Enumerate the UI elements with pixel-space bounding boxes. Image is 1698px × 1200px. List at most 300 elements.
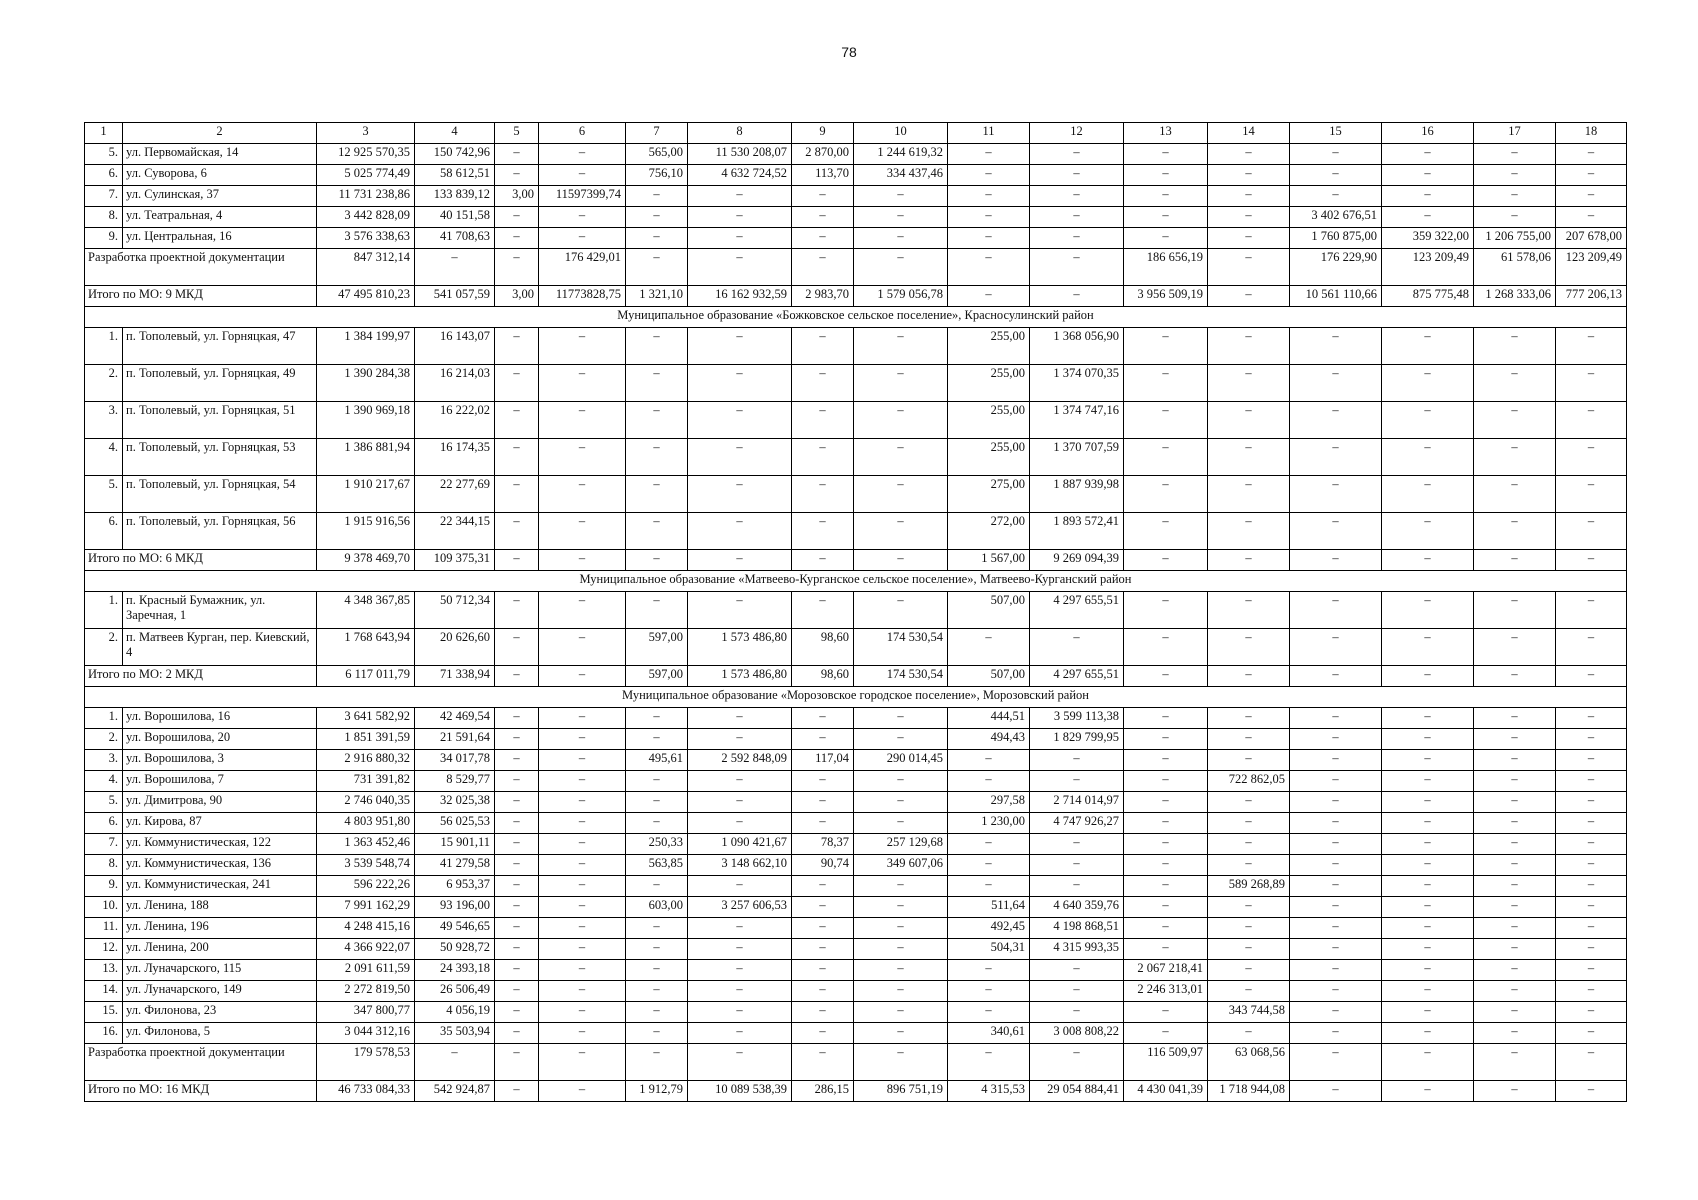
value-cell: –	[539, 165, 626, 186]
value-cell: 6 953,37	[415, 876, 495, 897]
value-cell: 41 708,63	[415, 228, 495, 249]
value-cell: –	[1382, 1044, 1474, 1081]
value-cell: –	[1382, 476, 1474, 513]
address-cell: п. Тополевый, ул. Горняцкая, 54	[123, 476, 317, 513]
value-cell: 49 546,65	[415, 918, 495, 939]
table-row	[85, 960, 1627, 981]
value-cell: –	[1208, 813, 1290, 834]
value-cell: –	[688, 550, 792, 571]
value-cell: –	[1208, 1023, 1290, 1044]
value-cell: –	[1124, 876, 1208, 897]
value-cell: –	[1556, 771, 1627, 792]
value-cell: –	[792, 186, 854, 207]
value-cell: –	[1474, 402, 1556, 439]
header-cell: 17	[1474, 123, 1556, 144]
row-number: 7.	[85, 834, 123, 855]
value-cell: –	[948, 186, 1030, 207]
address-cell: п. Тополевый, ул. Горняцкая, 49	[123, 365, 317, 402]
value-cell: –	[1208, 960, 1290, 981]
value-cell: –	[1382, 771, 1474, 792]
value-cell: –	[1290, 1044, 1382, 1081]
value-cell: –	[1382, 165, 1474, 186]
row-number: 12.	[85, 939, 123, 960]
address-cell: ул. Филонова, 5	[123, 1023, 317, 1044]
value-cell: –	[1290, 981, 1382, 1002]
value-cell: 272,00	[948, 513, 1030, 550]
value-cell: 1 390 969,18	[317, 402, 415, 439]
value-cell: –	[495, 855, 539, 876]
value-cell: –	[854, 897, 948, 918]
value-cell: –	[854, 729, 948, 750]
table-row	[85, 708, 1627, 729]
value-cell: 777 206,13	[1556, 286, 1627, 307]
value-cell: –	[854, 1023, 948, 1044]
value-cell: –	[1124, 939, 1208, 960]
table-row	[85, 939, 1627, 960]
value-cell: 3 257 606,53	[688, 897, 792, 918]
value-cell: –	[495, 629, 539, 666]
value-cell: –	[495, 328, 539, 365]
value-cell: 4 430 041,39	[1124, 1081, 1208, 1102]
value-cell: 722 862,05	[1208, 771, 1290, 792]
value-cell: –	[1208, 708, 1290, 729]
value-cell: 1 893 572,41	[1030, 513, 1124, 550]
value-cell: 10 089 538,39	[688, 1081, 792, 1102]
row-number: 5.	[85, 476, 123, 513]
value-cell: –	[1382, 960, 1474, 981]
value-cell: –	[1556, 813, 1627, 834]
value-cell: –	[539, 328, 626, 365]
address-cell: п. Тополевый, ул. Горняцкая, 53	[123, 439, 317, 476]
value-cell: –	[1124, 439, 1208, 476]
value-cell: –	[854, 792, 948, 813]
value-cell: 1 230,00	[948, 813, 1030, 834]
value-cell: –	[539, 402, 626, 439]
value-cell: 2 746 040,35	[317, 792, 415, 813]
value-cell: –	[1290, 550, 1382, 571]
value-cell: –	[688, 1023, 792, 1044]
value-cell: 16 143,07	[415, 328, 495, 365]
table-row	[85, 876, 1627, 897]
value-cell: –	[495, 771, 539, 792]
value-cell: –	[854, 1044, 948, 1081]
value-cell: 1 244 619,32	[854, 144, 948, 165]
value-cell: –	[1290, 144, 1382, 165]
value-cell: –	[539, 365, 626, 402]
row-number: 15.	[85, 1002, 123, 1023]
address-cell: п. Тополевый, ул. Горняцкая, 56	[123, 513, 317, 550]
value-cell: 50 928,72	[415, 939, 495, 960]
value-cell: –	[626, 207, 688, 228]
value-cell: 1 206 755,00	[1474, 228, 1556, 249]
value-cell: 589 268,89	[1208, 876, 1290, 897]
value-cell: –	[626, 1044, 688, 1081]
row-number: 3.	[85, 750, 123, 771]
page-number: 78	[841, 44, 857, 60]
value-cell: –	[792, 328, 854, 365]
row-number: 5.	[85, 144, 123, 165]
value-cell: 16 214,03	[415, 365, 495, 402]
row-number: 2.	[85, 365, 123, 402]
value-cell: –	[1382, 1023, 1474, 1044]
value-cell: –	[948, 876, 1030, 897]
value-cell: –	[626, 1002, 688, 1023]
value-cell: –	[854, 439, 948, 476]
header-cell: 9	[792, 123, 854, 144]
value-cell: –	[1474, 144, 1556, 165]
value-cell: 16 162 932,59	[688, 286, 792, 307]
value-cell: –	[854, 1002, 948, 1023]
value-cell: –	[1124, 207, 1208, 228]
value-cell: –	[1556, 186, 1627, 207]
value-cell: 15 901,11	[415, 834, 495, 855]
address-cell: п. Тополевый, ул. Горняцкая, 51	[123, 402, 317, 439]
value-cell: 11773828,75	[539, 286, 626, 307]
value-cell: 444,51	[948, 708, 1030, 729]
section-title: Муниципальное образование «Божковское сельское поселение», Красносулинский район	[85, 307, 1627, 328]
value-cell: –	[626, 792, 688, 813]
value-cell: –	[539, 439, 626, 476]
value-cell: 98,60	[792, 666, 854, 687]
value-cell: 2 916 880,32	[317, 750, 415, 771]
value-cell: –	[539, 981, 626, 1002]
section-row	[85, 571, 1627, 592]
value-cell: –	[1382, 1081, 1474, 1102]
table-row	[85, 981, 1627, 1002]
value-cell: –	[539, 813, 626, 834]
value-cell: –	[1382, 813, 1474, 834]
value-cell: –	[495, 708, 539, 729]
value-cell: 47 495 810,23	[317, 286, 415, 307]
value-cell: –	[1208, 939, 1290, 960]
value-cell: –	[1290, 1002, 1382, 1023]
value-cell: –	[1382, 439, 1474, 476]
table-row	[85, 402, 1627, 439]
value-cell: –	[1124, 365, 1208, 402]
value-cell: –	[1556, 328, 1627, 365]
value-cell: 113,70	[792, 165, 854, 186]
value-cell: 4 315,53	[948, 1081, 1030, 1102]
address-cell: п. Красный Бумажник, ул. Заречная, 1	[123, 592, 317, 629]
value-cell: –	[539, 918, 626, 939]
value-cell: 29 054 884,41	[1030, 1081, 1124, 1102]
value-cell: 116 509,97	[1124, 1044, 1208, 1081]
value-cell: –	[1474, 708, 1556, 729]
value-cell: –	[539, 666, 626, 687]
value-cell: 7 991 162,29	[317, 897, 415, 918]
value-cell: –	[1290, 629, 1382, 666]
value-cell: –	[1556, 1002, 1627, 1023]
address-cell: ул. Театральная, 4	[123, 207, 317, 228]
value-cell: –	[539, 897, 626, 918]
value-cell: 3 539 548,74	[317, 855, 415, 876]
value-cell: –	[792, 249, 854, 286]
value-cell: –	[1290, 165, 1382, 186]
value-cell: –	[626, 729, 688, 750]
value-cell: –	[1124, 918, 1208, 939]
value-cell: –	[415, 249, 495, 286]
value-cell: 3 442 828,09	[317, 207, 415, 228]
value-cell: –	[626, 771, 688, 792]
value-cell: –	[1556, 876, 1627, 897]
value-cell: –	[1474, 960, 1556, 981]
value-cell: –	[1556, 402, 1627, 439]
value-cell: –	[1556, 1023, 1627, 1044]
value-cell: –	[1474, 897, 1556, 918]
value-cell: 3,00	[495, 186, 539, 207]
value-cell: –	[495, 592, 539, 629]
value-cell: –	[1382, 876, 1474, 897]
header-cell: 12	[1030, 123, 1124, 144]
value-cell: –	[1474, 1081, 1556, 1102]
value-cell: –	[1290, 750, 1382, 771]
value-cell: –	[1474, 550, 1556, 571]
value-cell: –	[495, 918, 539, 939]
value-cell: –	[1030, 960, 1124, 981]
value-cell: –	[688, 813, 792, 834]
value-cell: –	[1290, 939, 1382, 960]
value-cell: 495,61	[626, 750, 688, 771]
value-cell: –	[1556, 981, 1627, 1002]
value-cell: 511,64	[948, 897, 1030, 918]
value-cell: –	[1382, 792, 1474, 813]
value-cell: –	[1556, 165, 1627, 186]
value-cell: –	[1290, 1081, 1382, 1102]
row-number: 1.	[85, 328, 123, 365]
table-row	[85, 165, 1627, 186]
value-cell: –	[1382, 981, 1474, 1002]
value-cell: –	[495, 1044, 539, 1081]
value-cell: 255,00	[948, 439, 1030, 476]
value-cell: –	[948, 629, 1030, 666]
row-number: 2.	[85, 629, 123, 666]
value-cell: –	[539, 1081, 626, 1102]
value-cell: –	[688, 981, 792, 1002]
value-cell: 541 057,59	[415, 286, 495, 307]
value-cell: –	[854, 328, 948, 365]
row-number: 1.	[85, 592, 123, 629]
value-cell: –	[1382, 1002, 1474, 1023]
value-cell: –	[626, 402, 688, 439]
value-cell: –	[1382, 939, 1474, 960]
value-cell: 297,58	[948, 792, 1030, 813]
value-cell: –	[792, 1002, 854, 1023]
value-cell: –	[854, 228, 948, 249]
value-cell: 24 393,18	[415, 960, 495, 981]
value-cell: 1 912,79	[626, 1081, 688, 1102]
value-cell: –	[854, 365, 948, 402]
value-cell: 3,00	[495, 286, 539, 307]
value-cell: –	[495, 813, 539, 834]
value-cell: –	[1030, 1002, 1124, 1023]
row-number: 10.	[85, 897, 123, 918]
value-cell: –	[495, 834, 539, 855]
summary-row	[85, 666, 1627, 687]
row-number: 7.	[85, 186, 123, 207]
value-cell: –	[626, 439, 688, 476]
value-cell: –	[948, 981, 1030, 1002]
value-cell: –	[1124, 228, 1208, 249]
value-cell: –	[1556, 939, 1627, 960]
value-cell: –	[948, 960, 1030, 981]
value-cell: 4 803 951,80	[317, 813, 415, 834]
value-cell: 93 196,00	[415, 897, 495, 918]
value-cell: –	[792, 708, 854, 729]
value-cell: 179 578,53	[317, 1044, 415, 1081]
value-cell: 4 632 724,52	[688, 165, 792, 186]
value-cell: –	[1208, 629, 1290, 666]
value-cell: –	[1556, 729, 1627, 750]
value-cell: –	[495, 750, 539, 771]
value-cell: –	[1290, 666, 1382, 687]
value-cell: –	[854, 186, 948, 207]
value-cell: –	[688, 365, 792, 402]
value-cell: –	[948, 1002, 1030, 1023]
value-cell: –	[1124, 729, 1208, 750]
value-cell: 22 277,69	[415, 476, 495, 513]
value-cell: –	[1474, 592, 1556, 629]
value-cell: 1 760 875,00	[1290, 228, 1382, 249]
table-row	[85, 729, 1627, 750]
value-cell: 10 561 110,66	[1290, 286, 1382, 307]
data-table	[84, 122, 1627, 1102]
value-cell: –	[1474, 328, 1556, 365]
value-cell: –	[948, 228, 1030, 249]
value-cell: 1 386 881,94	[317, 439, 415, 476]
value-cell: –	[1556, 629, 1627, 666]
value-cell: –	[1124, 750, 1208, 771]
row-number: 9.	[85, 876, 123, 897]
value-cell: –	[1290, 855, 1382, 876]
value-cell: 174 530,54	[854, 629, 948, 666]
row-number: 4.	[85, 439, 123, 476]
value-cell: 1 268 333,06	[1474, 286, 1556, 307]
value-cell: –	[626, 328, 688, 365]
value-cell: –	[1474, 729, 1556, 750]
value-cell: 1 374 747,16	[1030, 402, 1124, 439]
value-cell: –	[1474, 834, 1556, 855]
value-cell: –	[792, 207, 854, 228]
value-cell: –	[854, 249, 948, 286]
value-cell: 16 222,02	[415, 402, 495, 439]
value-cell: 58 612,51	[415, 165, 495, 186]
value-cell: 334 437,46	[854, 165, 948, 186]
value-cell: –	[1290, 918, 1382, 939]
value-cell: –	[1556, 708, 1627, 729]
value-cell: –	[495, 897, 539, 918]
value-cell: –	[1556, 476, 1627, 513]
value-cell: 4 348 367,85	[317, 592, 415, 629]
value-cell: –	[948, 165, 1030, 186]
value-cell: –	[1124, 328, 1208, 365]
value-cell: 34 017,78	[415, 750, 495, 771]
value-cell: –	[1124, 813, 1208, 834]
value-cell: –	[1124, 834, 1208, 855]
value-cell: –	[854, 550, 948, 571]
value-cell: 207 678,00	[1556, 228, 1627, 249]
value-cell: –	[1208, 981, 1290, 1002]
value-cell: 507,00	[948, 592, 1030, 629]
value-cell: –	[1124, 1002, 1208, 1023]
value-cell: –	[1556, 550, 1627, 571]
value-cell: –	[1208, 592, 1290, 629]
value-cell: –	[1474, 186, 1556, 207]
value-cell: –	[1208, 918, 1290, 939]
value-cell: –	[1556, 439, 1627, 476]
value-cell: 563,85	[626, 855, 688, 876]
value-cell: –	[1290, 513, 1382, 550]
address-cell: ул. Димитрова, 90	[123, 792, 317, 813]
table-row	[85, 897, 1627, 918]
row-label: Итого по МО: 6 МКД	[85, 550, 317, 571]
value-cell: –	[1382, 402, 1474, 439]
value-cell: –	[1208, 365, 1290, 402]
table-row	[85, 228, 1627, 249]
section-row	[85, 307, 1627, 328]
table-row	[85, 771, 1627, 792]
value-cell: –	[1208, 186, 1290, 207]
value-cell: –	[1474, 876, 1556, 897]
value-cell: –	[1556, 750, 1627, 771]
value-cell: 56 025,53	[415, 813, 495, 834]
address-cell: п. Тополевый, ул. Горняцкая, 47	[123, 328, 317, 365]
value-cell: 176 429,01	[539, 249, 626, 286]
header-cell: 10	[854, 123, 948, 144]
value-cell: 2 592 848,09	[688, 750, 792, 771]
value-cell: –	[1208, 476, 1290, 513]
header-cell: 15	[1290, 123, 1382, 144]
header-cell: 16	[1382, 123, 1474, 144]
value-cell: 3 008 808,22	[1030, 1023, 1124, 1044]
value-cell: –	[1556, 792, 1627, 813]
address-cell: ул. Суворова, 6	[123, 165, 317, 186]
value-cell: –	[539, 750, 626, 771]
value-cell: –	[539, 207, 626, 228]
value-cell: –	[792, 876, 854, 897]
value-cell: –	[626, 876, 688, 897]
value-cell: –	[854, 708, 948, 729]
value-cell: 1 718 944,08	[1208, 1081, 1290, 1102]
address-cell: ул. Коммунистическая, 122	[123, 834, 317, 855]
address-cell: ул. Ворошилова, 20	[123, 729, 317, 750]
value-cell: –	[415, 1044, 495, 1081]
value-cell: 4 315 993,35	[1030, 939, 1124, 960]
value-cell: 26 506,49	[415, 981, 495, 1002]
address-cell: ул. Ленина, 196	[123, 918, 317, 939]
table-row	[85, 1023, 1627, 1044]
value-cell: 250,33	[626, 834, 688, 855]
value-cell: –	[539, 144, 626, 165]
value-cell: –	[948, 1044, 1030, 1081]
value-cell: –	[626, 513, 688, 550]
value-cell: 4 297 655,51	[1030, 592, 1124, 629]
value-cell: –	[1474, 365, 1556, 402]
table-row	[85, 439, 1627, 476]
value-cell: –	[1474, 981, 1556, 1002]
value-cell: 22 344,15	[415, 513, 495, 550]
value-cell: 3 402 676,51	[1290, 207, 1382, 228]
value-cell: –	[1124, 144, 1208, 165]
summary-row	[85, 1081, 1627, 1102]
value-cell: –	[688, 1002, 792, 1023]
value-cell: –	[948, 249, 1030, 286]
table-row	[85, 918, 1627, 939]
value-cell: –	[1208, 439, 1290, 476]
value-cell: –	[1382, 328, 1474, 365]
value-cell: –	[1124, 402, 1208, 439]
value-cell: 597,00	[626, 666, 688, 687]
value-cell: 9 378 469,70	[317, 550, 415, 571]
